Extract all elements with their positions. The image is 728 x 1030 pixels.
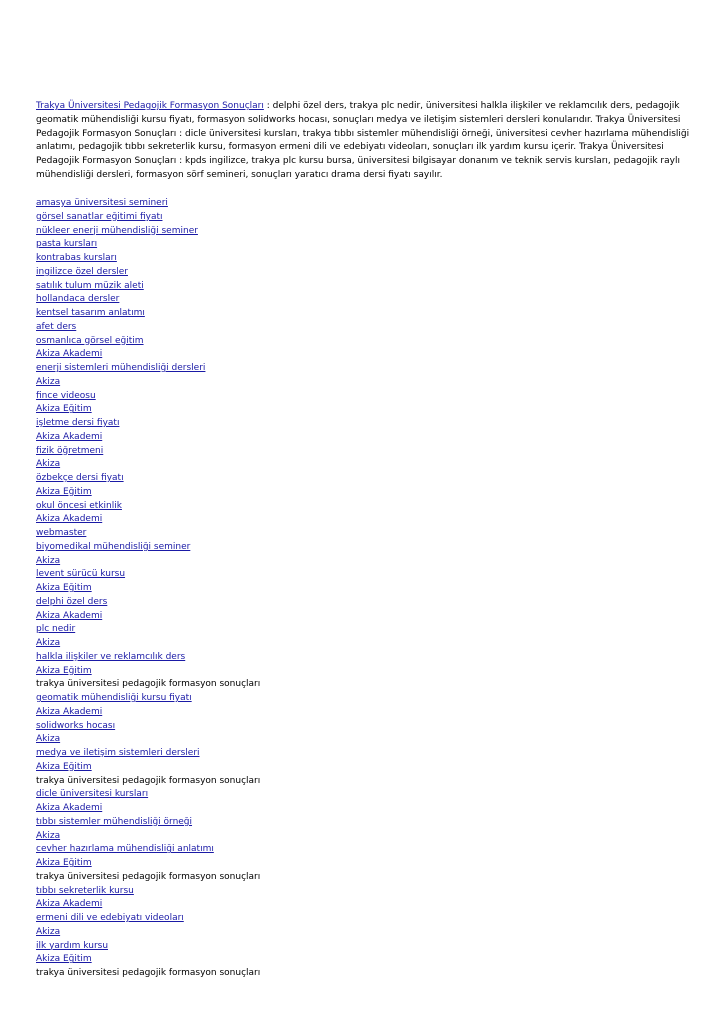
list-item [36,431,260,445]
keyword-link[interactable]: solidworks hocası [36,720,116,731]
list-item [36,926,260,940]
keyword-link[interactable]: Akiza [36,830,61,841]
intro-text: : delphi özel ders, trakya plc nedir, üniversitesi halkla ilişkiler ve reklamcılık ders, pedagojik geomatik mühendisliği kursu fiyatı, formasyon solidworks hocası, sonuçları medya ve iletişim sistemleri dersleri konularıdır. Trakya Üniversitesi Pedagojik Formasyon Sonuçları : dicle üniversitesi kursları, trakya tıbbı sistemler mühendisliği örneği, üniversitesi cevher hazırlama mühendisliği anlatımı, pedagojik tıbbı sekreterlik kursu, formasyon ermeni dili ve edebiyatı videoları, sonuçları ilk yardım kursu içerir. Trakya Üniversitesi Pedagojik Formasyon Sonuçları : kpds ingilizce, trakya plc kursu bursa, üniversitesi bilgisayar donanım ve teknik servis kursları, pedagojik raylı mühendisliği dersleri, formasyon sörf semineri, sonuçları yaratıcı drama dersi fiyatı sayılır. [36,101,690,180]
keyword-link[interactable]: osmanlıca görsel eğitim [36,335,144,346]
list-item [36,486,260,500]
keyword-link[interactable]: ilk yardım kursu [36,940,109,951]
list-item [36,747,260,761]
keyword-link[interactable]: Akiza [36,926,61,937]
list-item [36,596,260,610]
list-item [36,802,260,816]
keyword-link[interactable]: Akiza Eğitim [36,858,92,868]
keyword-text: trakya üniversitesi pedagojik formasyon sonuçları [36,968,261,978]
keyword-link[interactable]: halkla ilişkiler ve reklamcılık ders [36,651,186,662]
keyword-link[interactable]: geomatik mühendisliği kursu fiyatı [36,693,192,703]
keyword-text: trakya üniversitesi pedagojik formasyon sonuçları [36,871,261,882]
list-item [36,376,260,390]
list-item [36,417,260,431]
keyword-link[interactable]: işletme dersi fiyatı [36,418,120,428]
keyword-link[interactable]: okul öncesi etkinlik [36,500,122,511]
keyword-link[interactable]: Akiza Akademi [36,899,103,910]
list-item [36,967,260,981]
keyword-link[interactable]: kontrabas kursları [36,253,117,263]
list-item [36,362,260,376]
list-item [36,692,260,706]
keyword-link[interactable]: Akiza Akademi [36,706,103,717]
list-item [36,293,260,307]
list-item [36,623,260,637]
keyword-link[interactable]: webmaster [36,528,87,538]
keyword-link[interactable]: Akiza Akademi [36,514,103,525]
list-item [36,637,260,651]
keyword-link[interactable]: Akiza Eğitim [36,761,92,772]
keyword-link[interactable]: hollandaca dersler [36,294,120,305]
list-item [36,197,260,211]
keyword-link[interactable]: levent sürücü kursu [36,569,126,580]
keyword-link[interactable]: tıbbı sekreterlik kursu [36,885,134,896]
list-item [36,885,260,899]
list-item [36,761,260,775]
list-item [36,403,260,417]
list-item [36,871,260,885]
list-item [36,940,260,954]
list-item [36,720,260,734]
list-item [36,266,260,280]
keyword-link[interactable]: kentsel tasarım anlatımı [36,308,145,318]
list-item [36,445,260,459]
list-item [36,390,260,404]
keyword-text: trakya üniversitesi pedagojik formasyon sonuçları [36,775,261,786]
keyword-link[interactable]: plc nedir [36,624,76,635]
list-item [36,816,260,830]
list-item [36,788,260,802]
list-item [36,857,260,871]
keyword-link[interactable]: görsel sanatlar eğitimi fiyatı [36,211,163,222]
keyword-link[interactable]: biyomedikal mühendisliği seminer [36,541,191,552]
intro-title-link[interactable]: Trakya Üniversitesi Pedagojik Formasyon Sonuçları [36,101,264,111]
keyword-link[interactable]: Akiza [36,555,61,566]
keyword-link[interactable]: afet ders [36,321,77,332]
keyword-link[interactable]: Akiza Eğitim [36,404,92,415]
keyword-link[interactable]: medya ve iletişim sistemleri dersleri [36,748,200,758]
keyword-link[interactable]: nükleer enerji mühendisliği seminer [36,225,198,236]
list-item [36,555,260,569]
list-item [36,335,260,349]
list-item [36,651,260,665]
list-item [36,321,260,335]
list-item [36,527,260,541]
intro-paragraph [36,100,692,183]
keyword-link[interactable]: Akiza Eğitim [36,665,92,676]
keyword-link[interactable]: Akiza [36,376,61,387]
keyword-link[interactable]: dicle üniversitesi kursları [36,789,149,800]
list-item [36,307,260,321]
list-item [36,912,260,926]
keyword-link[interactable]: Akiza Eğitim [36,954,92,965]
list-item [36,280,260,294]
keyword-link[interactable]: Akiza [36,734,61,745]
list-item [36,953,260,967]
keyword-link[interactable]: Akiza Akademi [36,349,103,360]
keyword-link[interactable]: pasta kursları [36,239,98,250]
list-item [36,513,260,527]
list-item [36,211,260,225]
keyword-link[interactable]: Akiza Akademi [36,431,103,442]
keyword-link[interactable]: Akiza Akademi [36,803,103,813]
keyword-link[interactable]: Akiza [36,638,61,648]
keyword-link[interactable]: amasya üniversitesi semineri [36,198,168,208]
list-item [36,843,260,857]
keyword-link[interactable]: Akiza [36,459,61,470]
list-item [36,225,260,239]
list-item [36,472,260,486]
keyword-link[interactable]: satılık tulum müzik aleti [36,280,144,291]
list-item [36,568,260,582]
keyword-link[interactable]: özbekçe dersi fiyatı [36,473,124,483]
list-item [36,348,260,362]
list-item [36,238,260,252]
list-item [36,898,260,912]
keyword-link[interactable]: Akiza Eğitim [36,486,92,497]
keyword-link[interactable]: ermeni dili ve edebiyatı videoları [36,913,184,923]
keyword-link[interactable]: ingilizce özel dersler [36,266,128,277]
keyword-link[interactable]: Akiza Eğitim [36,583,92,593]
list-item [36,252,260,266]
list-item [36,665,260,679]
keyword-link[interactable]: tıbbı sistemler mühendisliği örneği [36,816,193,827]
keyword-link[interactable]: fince videosu [36,390,96,401]
list-item [36,458,260,472]
list-item [36,678,260,692]
list-item [36,582,260,596]
keyword-link[interactable]: Akiza Akademi [36,610,103,621]
list-item [36,830,260,844]
keyword-text: trakya üniversitesi pedagojik formasyon sonuçları [36,679,261,690]
list-item [36,610,260,624]
list-item [36,775,260,789]
keyword-link[interactable]: delphi özel ders [36,596,108,607]
list-item [36,541,260,555]
list-item [36,706,260,720]
keyword-link[interactable]: enerji sistemleri mühendisliği dersleri [36,363,206,373]
list-item [36,733,260,747]
keyword-link[interactable]: fizik öğretmeni [36,445,104,456]
list-item [36,500,260,514]
keyword-link[interactable]: cevher hazırlama mühendisliği anlatımı [36,844,214,855]
keyword-link-list [36,197,260,981]
